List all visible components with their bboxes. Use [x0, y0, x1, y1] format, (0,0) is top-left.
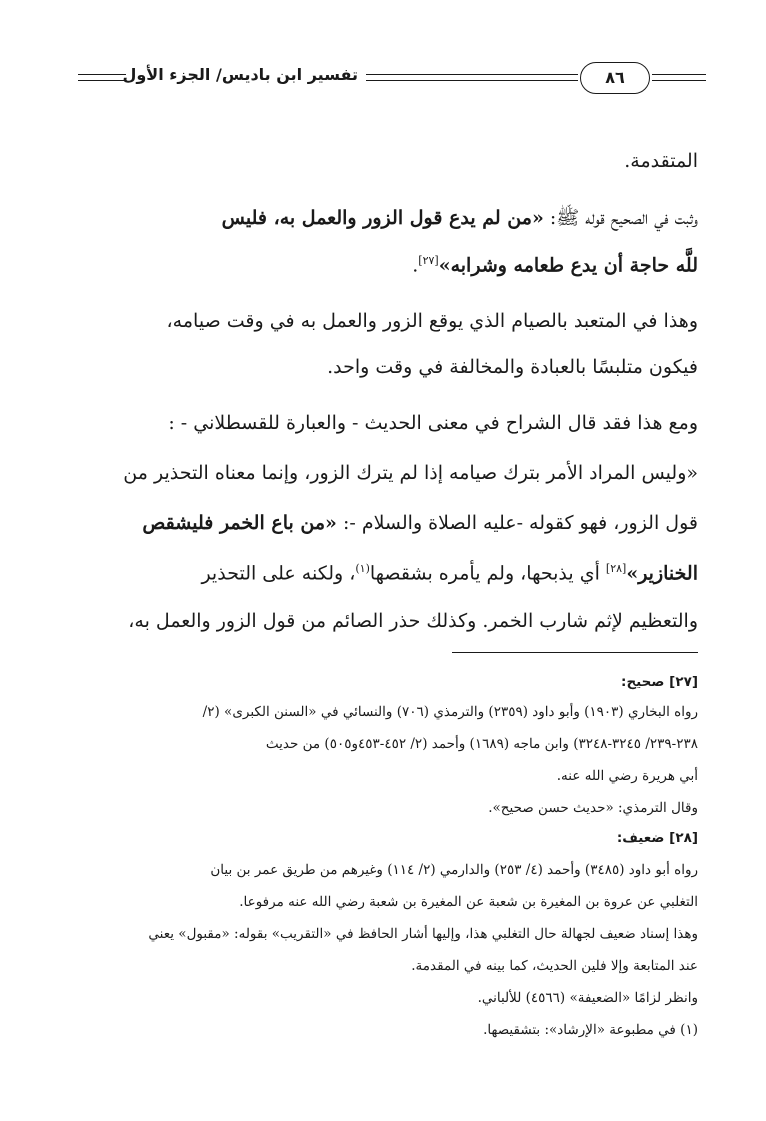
footnote-line: أبي هريرة رضي الله عنه. — [556, 768, 698, 784]
text-span: وثبت في الصحيح قوله ﷺ: — [543, 207, 698, 229]
text-line — [62, 206, 698, 234]
footnote-line: وانظر لزامًا «الضعيفة» (٤٥٦٦) للألباني. — [477, 990, 698, 1006]
text-line: المتقدمة. — [624, 150, 698, 172]
footnote-ref: [٢٨] — [605, 562, 627, 575]
text-span: قول الزور، فهو كقوله -عليه الصلاة والسلام -: — [336, 512, 698, 534]
text-line: وهذا في المتعبد بالصيام الذي يوقع الزور والعمل به في وقت صيامه، — [166, 310, 698, 332]
footnote-line: (١) في مطبوعة «الإرشاد»: بتشقيصها. — [483, 1022, 698, 1038]
text-span: . — [412, 254, 419, 277]
header-rule — [78, 74, 126, 81]
header-rule — [366, 74, 578, 81]
hadith-quote: «من لم يدع قول الزور والعمل به، فليس — [221, 207, 544, 229]
hadith-quote: للَّه حاجة أن يدع طعامه وشرابه» — [438, 254, 698, 277]
page-number: ٨٦ — [580, 62, 650, 94]
footnote-line: ٢٣٨-٢٣٩/ ٣٢٤٥-٣٢٤٨) وابن ماجه (١٦٨٩) وأحمد (٢/ ٤٥٢-٤٥٣و٥٠٥) من حديث — [265, 736, 698, 752]
footnote-line: عند المتابعة وإلا فلين الحديث، كما بينه في المقدمة. — [411, 958, 698, 974]
footnote-line: وقال الترمذي: «حديث حسن صحيح». — [488, 800, 698, 816]
running-title: تفسير ابن باديس/ الجزء الأول — [122, 65, 358, 84]
header-rule — [652, 74, 706, 81]
hadith-quote: الخنازير» — [626, 562, 698, 585]
footnote-heading: [٢٧] صحيح: — [621, 674, 698, 690]
text-line — [62, 512, 698, 534]
text-line: والتعظيم لإثم شارب الخمر. وكذلك حذر الصائم من قول الزور والعمل به، — [128, 610, 698, 632]
footnote-separator — [452, 652, 698, 653]
text-line: فيكون متلبسًا بالعبادة والمخالفة في وقت واحد. — [327, 356, 698, 378]
text-line — [62, 254, 698, 276]
hadith-quote: «من باع الخمر فليشقص — [142, 512, 337, 534]
footnote-line: وهذا إسناد ضعيف لجهالة حال التغلبي هذا، وإليها أشار الحافظ في «التقريب» بقوله: «مقبول» يعني — [148, 926, 698, 942]
footnote-line: التغلبي عن عروة بن المغيرة بن شعبة عن المغيرة بن شعبة رضي الله عنه مرفوعا. — [239, 894, 698, 910]
text-line: ومع هذا فقد قال الشراح في معنى الحديث - والعبارة للقسطلاني - : — [168, 412, 698, 434]
text-line: «وليس المراد الأمر بترك صيامه إذا لم يترك الزور، وإنما معناه التحذير من — [123, 462, 698, 484]
text-span: ، ولكنه على التحذير — [201, 562, 356, 585]
text-line — [62, 562, 698, 584]
page-header — [78, 60, 706, 96]
footnote-heading: [٢٨] ضعيف: — [616, 830, 698, 846]
text-span: أي يذبحها، ولم يأمره بشقصها — [369, 562, 606, 585]
footnote-line: رواه أبو داود (٣٤٨٥) وأحمد (٤/ ٢٥٣) والدارمي (٢/ ١١٤) وغيرهم من طريق عمر بن بيان — [210, 862, 698, 878]
footnote-ref: [٢٧] — [418, 254, 439, 267]
footnote-line: رواه البخاري (١٩٠٣) وأبو داود (٢٣٥٩) والترمذي (٧٠٦) والنسائي في «السنن الكبرى» (٢/ — [202, 704, 698, 720]
footnote-ref: (١) — [355, 562, 370, 575]
